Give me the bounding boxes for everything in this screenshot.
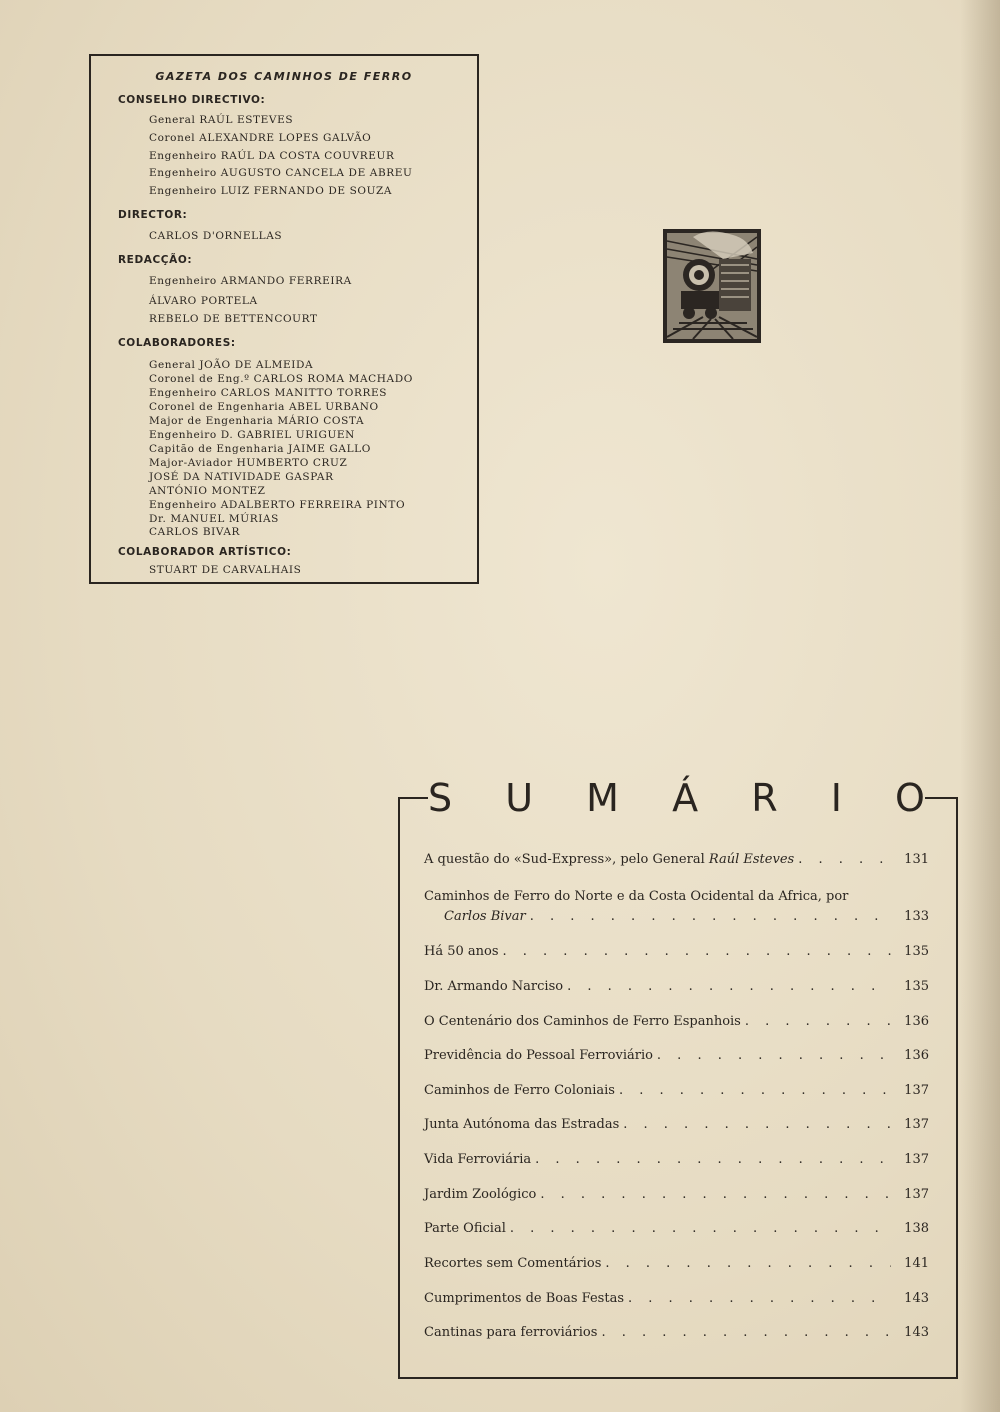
colaboradores-label: COLABORADORES: [118,337,236,349]
colaborador: General JOÃO DE ALMEIDA [149,359,314,371]
toc-leader-dots [605,1256,891,1271]
toc-entry [424,944,929,959]
artistico-label: COLABORADOR ARTÍSTICO: [118,546,292,558]
colaborador: JOSÉ DA NATIVIDADE GASPAR [149,471,334,483]
toc-entry-title [424,852,794,867]
staff-box [89,54,479,584]
toc-entry-title-text: A questão do «Sud-Express», pelo General [424,852,709,867]
toc-page-number: 137 [904,1187,929,1202]
colaborador: CARLOS BIVAR [149,526,241,538]
summary-heading [428,776,925,820]
summary-letter: M [586,776,619,820]
toc-entry-title: Dr. Armando Narciso [424,979,564,994]
conselho-member: Engenheiro RAÚL DA COSTA COUVREUR [149,150,395,162]
toc-page-number: 141 [904,1256,929,1271]
toc-page-number: 137 [904,1117,929,1132]
toc-entry-title: Caminhos de Ferro Coloniais [424,1083,615,1098]
toc-entry-title: Há 50 anos [424,944,499,959]
toc-entry-title-line1: Caminhos de Ferro do Norte e da Costa Ocidental da Africa, por [424,889,849,904]
toc-entry-title: Cumprimentos de Boas Festas [424,1291,624,1306]
toc-page-number: 135 [904,944,929,959]
director-name: CARLOS D'ORNELLAS [149,230,283,242]
summary-letter: S [428,776,453,820]
locomotive-engraving [663,229,761,343]
toc-leader-dots [798,852,891,867]
redaccao-label: REDACÇÃO: [118,254,193,266]
toc-entry [424,1291,929,1306]
colaborador: Coronel de Eng.º CARLOS ROMA MACHADO [149,373,413,385]
toc-entry [424,1048,929,1063]
summary-letter: U [505,776,534,820]
toc-entry-title: Previdência do Pessoal Ferroviário [424,1048,653,1063]
toc-page-number: 135 [904,979,929,994]
toc-entry-title: Junta Autónoma das Estradas [424,1117,620,1132]
colaborador: Major-Aviador HUMBERTO CRUZ [149,457,348,469]
toc-page-number: 137 [904,1083,929,1098]
director-label: DIRECTOR: [118,209,188,221]
toc-entry-title: Parte Oficial [424,1221,506,1236]
colaborador: Major de Engenharia MÁRIO COSTA [149,415,365,427]
toc-page-number: 131 [904,852,929,867]
summary-letter: I [830,776,842,820]
toc-entry-author: Carlos Bivar [444,909,526,924]
toc-entry [444,909,929,924]
toc-page-number: 137 [904,1152,929,1167]
publication-title: GAZETA DOS CAMINHOS DE FERRO [155,70,413,83]
toc-leader-dots [567,979,891,994]
summary-letter: Á [672,776,699,820]
toc-entry [424,1325,929,1340]
toc-entry-title: Vida Ferroviária [424,1152,532,1167]
toc-entry [424,979,929,994]
toc-leader-dots [510,1221,891,1236]
page-edge-shadow [960,0,1000,1412]
toc-leader-dots [745,1014,891,1029]
toc-entry-title: Cantinas para ferroviários [424,1325,598,1340]
toc-leader-dots [619,1083,891,1098]
toc-entry [424,1221,929,1236]
toc-leader-dots [601,1325,891,1340]
colaborador: Coronel de Engenharia ABEL URBANO [149,401,379,413]
toc-page-number: 143 [904,1291,929,1306]
toc-leader-dots [628,1291,891,1306]
toc-entry-author: Raúl Esteves [708,852,795,867]
toc-entry [424,1187,929,1202]
artistico-name: STUART DE CARVALHAIS [149,564,302,576]
locomotive-icon [663,229,761,343]
conselho-member: Coronel ALEXANDRE LOPES GALVÃO [149,132,372,144]
summary-letter: R [751,776,778,820]
colaborador: Dr. MANUEL MÚRIAS [149,513,279,525]
conselho-member: General RAÚL ESTEVES [149,114,294,126]
toc-entry-title: Jardim Zoológico [424,1187,537,1202]
toc-page-number: 143 [904,1325,929,1340]
colaborador: Engenheiro CARLOS MANITTO TORRES [149,387,388,399]
toc-entry [424,1152,929,1167]
colaborador: Capitão de Engenharia JAIME GALLO [149,443,371,455]
colaborador: Engenheiro ADALBERTO FERREIRA PINTO [149,499,406,511]
toc-entry [424,852,929,867]
toc-leader-dots [530,909,891,924]
conselho-label: CONSELHO DIRECTIVO: [118,94,266,106]
redaccao-member: ÁLVARO PORTELA [149,295,258,307]
toc-leader-dots [535,1152,891,1167]
redaccao-member: REBELO DE BETTENCOURT [149,313,318,325]
colaborador: Engenheiro D. GABRIEL URIGUEN [149,429,355,441]
toc-leader-dots [623,1117,891,1132]
toc-entry-title: Recortes sem Comentários [424,1256,602,1271]
toc-entry [424,1014,929,1029]
toc-leader-dots [503,944,891,959]
toc-leader-dots [657,1048,891,1063]
toc-page-number: 136 [904,1048,929,1063]
toc-page-number: 136 [904,1014,929,1029]
conselho-member: Engenheiro AUGUSTO CANCELA DE ABREU [149,167,413,179]
toc-entry [424,1117,929,1132]
colaborador: ANTÓNIO MONTEZ [149,485,266,497]
summary-letter: O [895,776,925,820]
summary-rule-right [925,797,958,799]
toc-leader-dots [540,1187,891,1202]
toc-entry [424,1083,929,1098]
toc-entry [424,1256,929,1271]
toc-entry-title: O Centenário dos Caminhos de Ferro Espanhois [424,1014,741,1029]
toc-page-number: 133 [904,909,929,924]
conselho-member: Engenheiro LUIZ FERNANDO DE SOUZA [149,185,393,197]
redaccao-member: Engenheiro ARMANDO FERREIRA [149,275,352,287]
summary-rule-left [398,797,428,799]
toc-page-number: 138 [904,1221,929,1236]
